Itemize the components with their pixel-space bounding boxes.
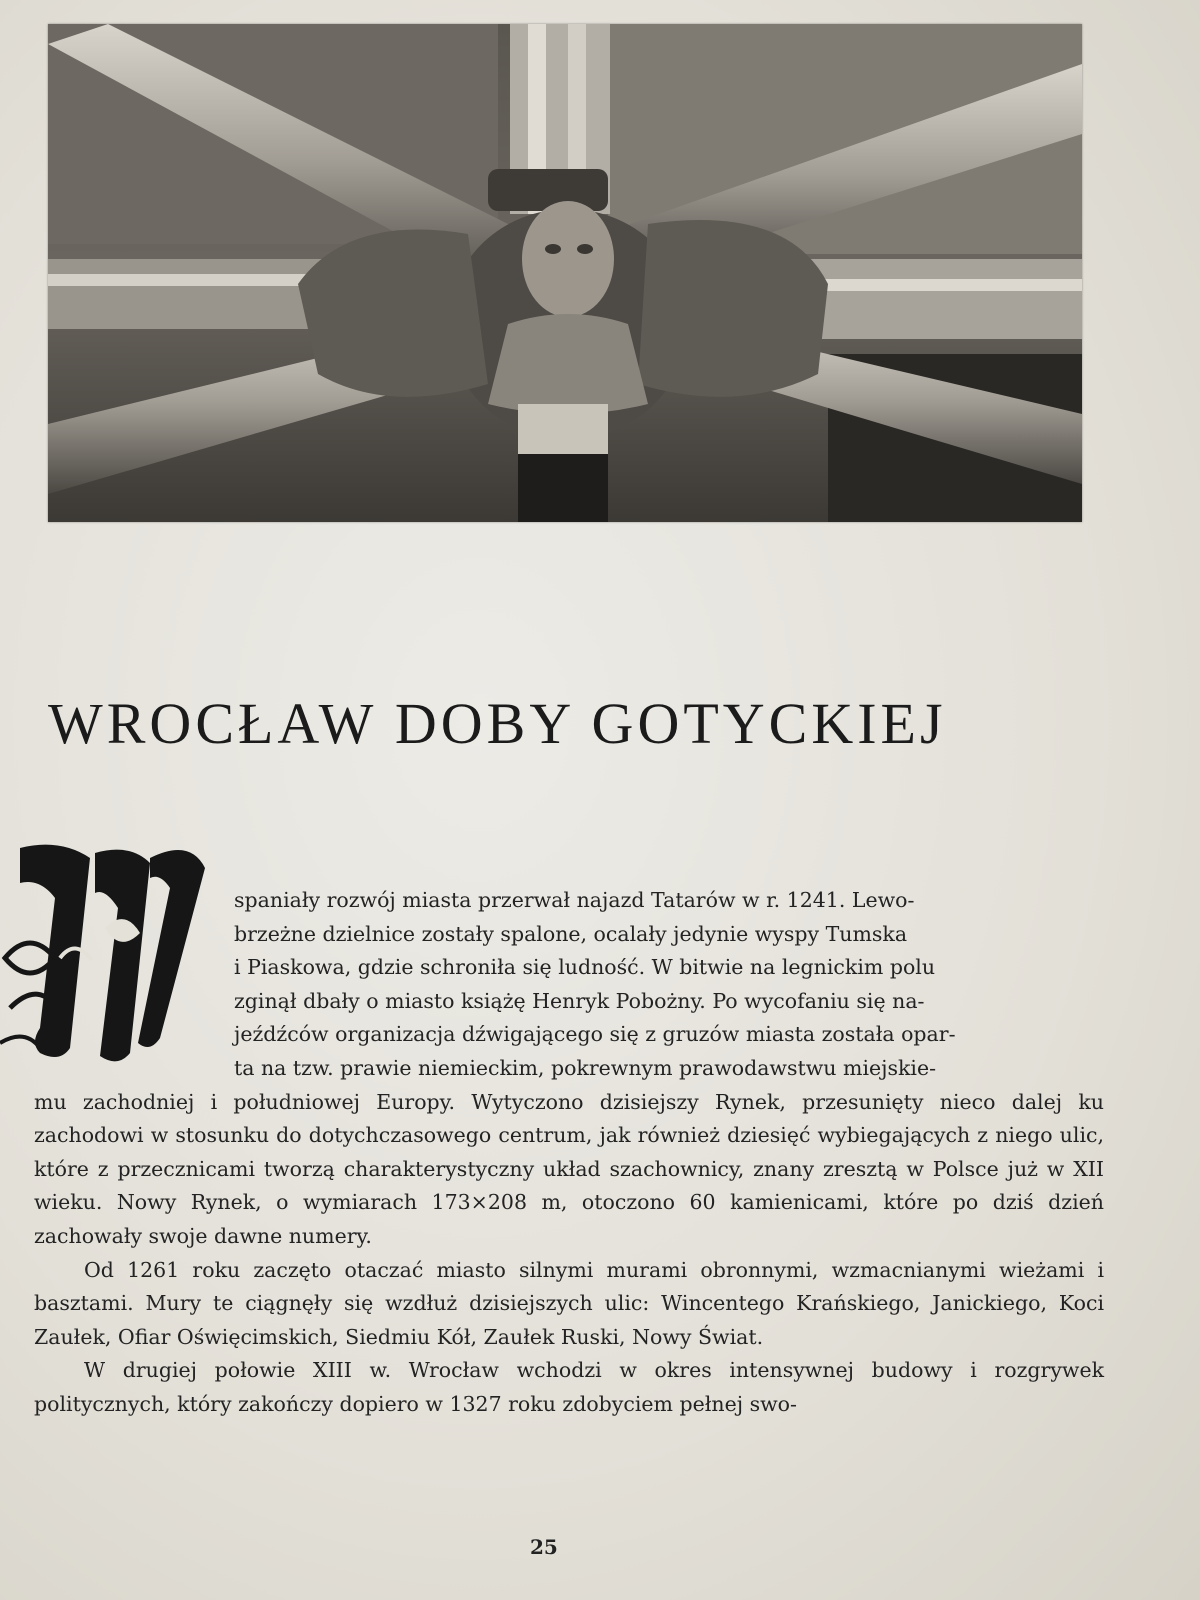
gothic-vault-boss-photo — [48, 24, 1082, 522]
paragraph-1-line: brzeżne dzielnice zostały spalone, ocalały jedynie wyspy Tumska — [234, 921, 908, 946]
chapter-title: WROCŁAW DOBY GOTYCKIEJ — [48, 691, 947, 756]
drop-cap-letter: W — [0, 838, 2, 839]
paragraph-1-continuation: mu zachodniej i południowej Europy. Wytyczono dzisiejszy Rynek, przesunięty nieco dalej ku zachodowi w stosunku do dotychczasowego centrum, jak również dziesięć wybiegających z niego ulic, które z przecznicami tworzą charakterystyczny układ szachownicy, znany zresztą w Polsce już w XII wieku. Nowy Rynek, o wymiarach 173×208 m, otoczono 60 kamienicami, które po dziś dzień zachowały swoje dawne numery. — [34, 1089, 1104, 1248]
paragraph-1-line: spaniały rozwój miasta przerwał najazd Tatarów w r. 1241. Lewo- — [234, 888, 915, 912]
paragraph-2: Od 1261 roku zaczęto otaczać miasto silnymi murami obronnymi, wzmacnianymi wieżami i basztami. Mury te ciągnęły się wzdłuż dzisiejszych ulic: Wincentego Krańskiego, Janickiego, Koci Zaułek, Ofiar Oświęcimskich, Siedmiu Kół, Zaułek Ruski, Nowy Świat. — [34, 1257, 1104, 1349]
paragraph-3: W drugiej połowie XIII w. Wrocław wchodzi w okres intensywnej budowy i rozgrywek politycznych, który zakończy dopiero w 1327 roku zdobyciem pełnej swo- — [34, 1358, 1104, 1416]
paragraph-1-line: zginął dbały o miasto książę Henryk Pobożny. Po wycofaniu się na- — [234, 988, 925, 1013]
article-body — [34, 884, 1104, 1422]
page-number: 25 — [530, 1535, 558, 1559]
paragraph-1-line: ta na tzw. prawie niemieckim, pokrewnym prawodawstwu miejskie- — [234, 1055, 937, 1080]
paragraph-1-line: i Piaskowa, gdzie schroniła się ludność. W bitwie na legnickim polu — [234, 955, 936, 980]
paragraph-1-line: jeźdźców organizacja dźwigającego się z gruzów miasta została opar- — [234, 1022, 956, 1047]
